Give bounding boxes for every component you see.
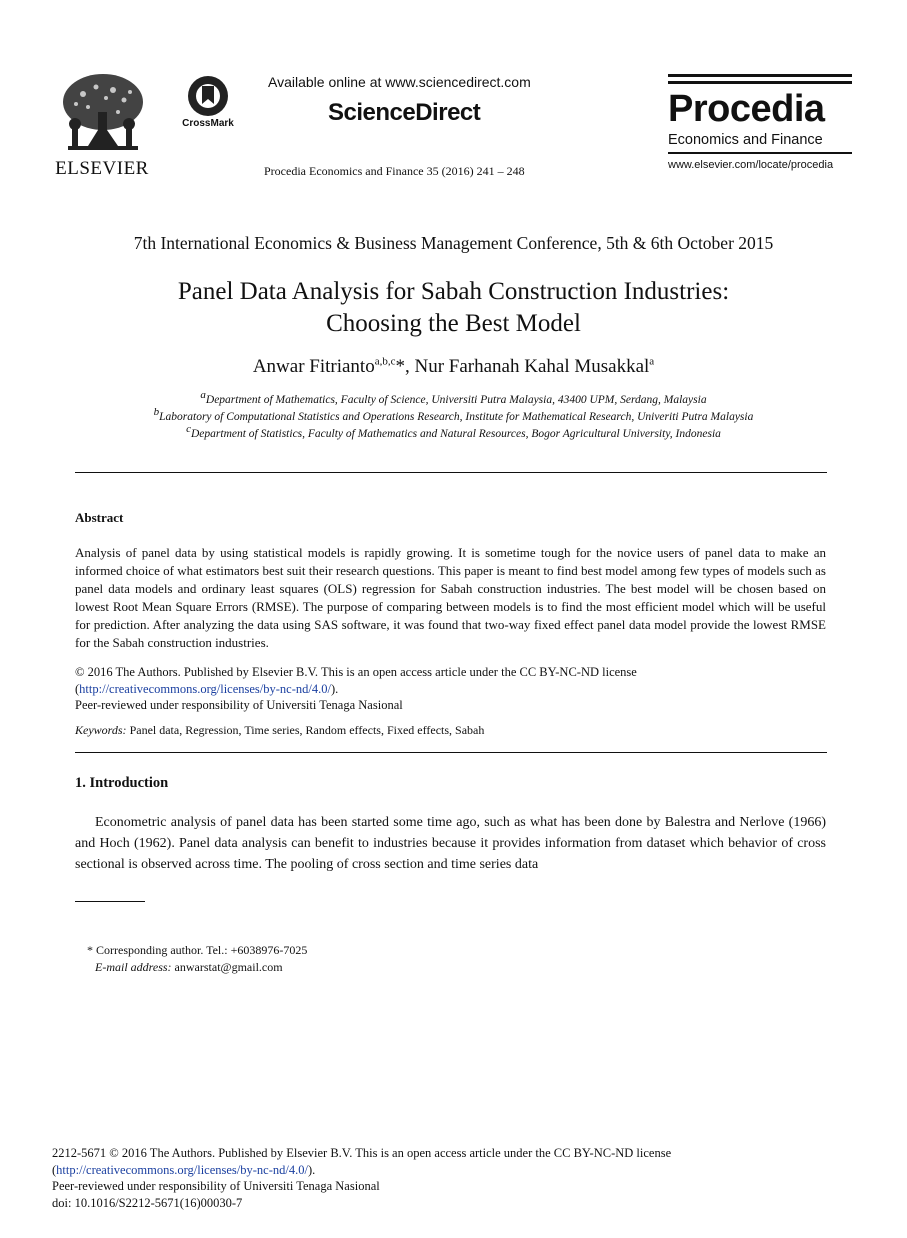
elsevier-tree-icon — [58, 72, 148, 156]
paper-title-line-2: Choosing the Best Model — [326, 310, 581, 337]
affiliation-text: Department of Statistics, Faculty of Mathematics and Natural Resources, Bogor Agricultural University, Indonesia — [190, 428, 721, 440]
affiliation-mark: b — [153, 406, 160, 419]
crossmark-label: CrossMark — [182, 118, 234, 129]
peer-review-line: Peer-reviewed under responsibility of Universiti Tenaga Nasional — [75, 698, 403, 712]
journal-reference: Procedia Economics and Finance 35 (2016) 241 – 248 — [264, 164, 525, 178]
sciencedirect-wordmark: ScienceDirect — [328, 99, 481, 126]
procedia-title: Procedia — [668, 88, 825, 130]
abstract-body: Analysis of panel data by using statistical models is rapidly growing. It is sometime tough for the novice users of panel data to make an informed choice of what estimators best suit their research questions. This paper is meant to find best model among few types of models such as panel data models and ordinary least squares (OLS) regression for Sabah construction industries. The best model will be chosen based on lowest Root Mean Square Errors (RMSE). The purpose of comparing between models is to find the most efficient model which will be useful for prediction. After analyzing the data using SAS software, it was found that two-way fixed effect panel data model provide the lowest RMSE for the Sabah construction industries. — [75, 545, 826, 650]
peer-review-line: Peer-reviewed under responsibility of Universiti Tenaga Nasional — [52, 1179, 380, 1193]
procedia-journal-banner — [668, 74, 852, 171]
author-name: Anwar Fitrianto — [252, 356, 375, 377]
affiliation-c — [0, 423, 907, 440]
affiliation-mark: c — [186, 423, 191, 436]
paren: ( — [75, 681, 80, 696]
copyright-notice — [75, 664, 826, 714]
elsevier-logo — [52, 72, 152, 180]
author-name: Nur Farhanah Kahal Musakkal — [414, 356, 650, 377]
paper-title-line-1: Panel Data Analysis for Sabah Construction Industries: — [177, 278, 730, 305]
crossmark-icon — [178, 74, 238, 120]
affiliation-mark: a — [200, 389, 206, 402]
paren: ( — [52, 1162, 57, 1177]
banner-rule — [668, 81, 852, 84]
introduction-heading: 1. Introduction — [75, 775, 169, 791]
keywords-list: Panel data, Regression, Time series, Random effects, Fixed effects, Sabah — [126, 723, 485, 737]
paren: ). — [330, 681, 339, 696]
elsevier-wordmark: ELSEVIER — [55, 158, 149, 179]
email-address[interactable]: anwarstat@gmail.com — [171, 959, 283, 974]
email-label: E-mail address: — [95, 959, 172, 974]
crossmark-badge[interactable] — [178, 74, 238, 134]
copyright-line: © 2016 The Authors. Published by Elsevier B.V. This is an open access article under the CC BY-NC-ND license — [75, 665, 637, 679]
author-separator: , — [404, 356, 415, 377]
abstract-heading: Abstract — [75, 510, 124, 525]
section-divider — [75, 752, 827, 753]
paper-title — [0, 276, 907, 340]
procedia-subtitle: Economics and Finance — [668, 132, 823, 148]
affiliation-text: Laboratory of Computational Statistics and Operations Research, Institute for Mathematical Research, Univeriti Putra Malaysia — [159, 411, 754, 423]
footnote — [87, 942, 307, 975]
conference-line: 7th International Economics & Business Management Conference, 5th & 6th October 2015 — [133, 233, 774, 253]
section-divider — [75, 472, 827, 473]
author-affil-marks: a — [649, 355, 655, 368]
affiliation-b — [0, 406, 907, 423]
license-line — [52, 1162, 671, 1179]
email-line — [87, 959, 307, 976]
author-affil-marks: a,b,c — [374, 355, 396, 368]
introduction-body: Econometric analysis of panel data has been started some time ago, such as what has been done by Balestra and Nerlove (1966) and Hoch (1962). Panel data analysis can benefit to industries because it provides information from dataset which behavior of cross sectional is observed across time. The pooling of cross section and time series data — [75, 815, 826, 872]
issn-line: 2212-5671 © 2016 The Authors. Published by Elsevier B.V. This is an open access article under the CC BY-NC-ND license — [52, 1146, 672, 1160]
license-link[interactable]: http://creativecommons.org/licenses/by-nc-nd/4.0/ — [56, 1162, 308, 1177]
keywords-line — [75, 723, 484, 738]
doi-line[interactable]: doi: 10.1016/S2212-5671(16)00030-7 — [52, 1195, 243, 1210]
procedia-url: www.elsevier.com/locate/procedia — [668, 159, 834, 171]
corresponding-author: * Corresponding author. Tel.: +6038976-7025 — [87, 943, 308, 957]
bottom-copyright-block — [52, 1145, 671, 1211]
keywords-label: Keywords: — [75, 723, 127, 737]
available-online-text: Available online at www.sciencedirect.com — [268, 74, 531, 90]
corresponding-mark: * — [395, 356, 405, 377]
footnote-rule — [75, 901, 145, 902]
license-link[interactable]: http://creativecommons.org/licenses/by-nc-nd/4.0/ — [79, 681, 331, 696]
author-list — [0, 356, 907, 378]
paren: ). — [307, 1162, 316, 1177]
banner-rule — [668, 152, 852, 154]
affiliation-text: Department of Mathematics, Faculty of Science, Universiti Putra Malaysia, 43400 UPM, Serdang, Malaysia — [205, 394, 707, 406]
affiliation-a — [0, 389, 907, 406]
banner-rule — [668, 74, 852, 77]
license-line — [75, 681, 826, 698]
